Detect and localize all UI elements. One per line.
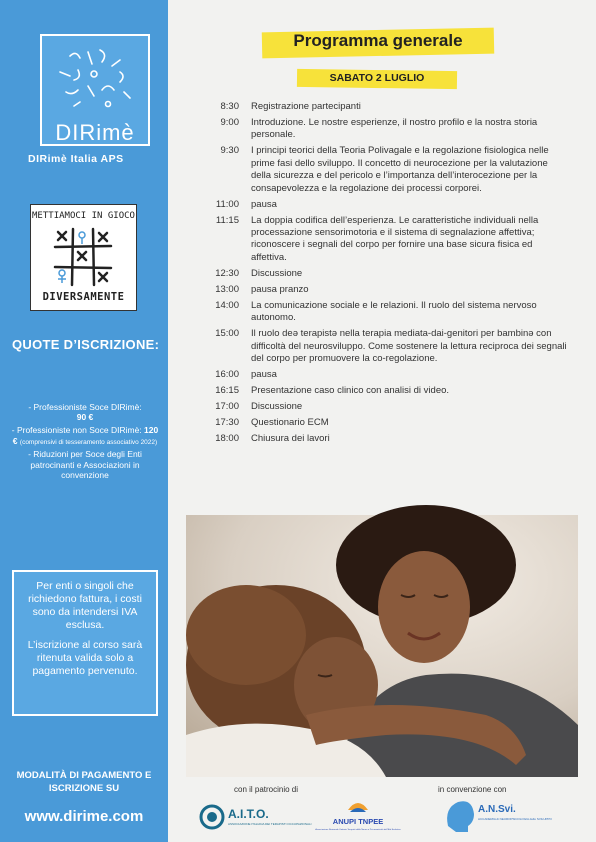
logo-name: DIRimè: [55, 120, 135, 145]
schedule-description: Chiusura dei lavori: [251, 433, 330, 445]
payment-validity-text: L’iscrizione al corso sarà ritenuta valida solo a pagamento pervenuto.: [27, 638, 143, 677]
schedule-row: [205, 433, 570, 445]
schedule-row: [205, 401, 570, 413]
schedule-time: 9:00: [220, 117, 239, 128]
ansvi-logo: [440, 796, 552, 834]
schedule-description: Questionario ECM: [251, 417, 329, 429]
quote-label: - Professioniste non Soce DIRimè:: [11, 425, 142, 436]
diversamente-title: DIVERSAMENTE: [42, 291, 125, 303]
dirime-logo: [40, 34, 150, 146]
mettiamoci-logo: [30, 204, 137, 311]
schedule-time: 17:00: [215, 401, 239, 413]
schedule-time: 8:30: [220, 101, 239, 112]
schedule-time: 11:15: [215, 214, 239, 226]
schedule-row: [205, 199, 570, 211]
schedule-time: 13:00: [215, 283, 239, 295]
schedule-row: [205, 268, 570, 280]
aito-name: A.I.T.O.: [228, 807, 269, 821]
quote-note: (comprensivi di tesseramento associativo 2022): [19, 438, 158, 446]
schedule-row: [205, 101, 570, 113]
schedule-time: 16:00: [215, 369, 239, 381]
website-link[interactable]: www.dirime.com: [24, 808, 144, 825]
schedule-description: Introduzione. Le nostre esperienze, il nostro profilo e la nostra storia personale.: [251, 117, 538, 141]
aito-subtitle: ASSOCIAZIONE ITALIANA DEI TERAPISTI OCCUPAZIONALI: [228, 822, 312, 826]
ansvi-subtitle: ACCADEMIA di NEUROPSICOLOGIA dello SVILUPPO: [478, 817, 552, 821]
doodle-icon: [48, 42, 144, 122]
schedule-description: Presentazione caso clinico con analisi di video.: [251, 385, 450, 397]
quote-title: QUOTE D’ISCRIZIONE:: [12, 337, 160, 352]
schedule-row: [205, 300, 570, 325]
schedule-row: [205, 117, 570, 142]
schedule-description: La comunicazione sociale e le relazioni. Il ruolo del sistema nervoso autonomo.: [251, 299, 537, 324]
schedule-row: [205, 145, 570, 195]
anupi-logo: [315, 796, 401, 834]
schedule-time: 14:00: [215, 299, 239, 311]
schedule-row: [205, 284, 570, 296]
schedule-description: I principi teorici della Teoria Polivagale e la regolazione fisiologica nelle prime fasi dello sviluppo. Il concetto di neurocezione per la valutazione della sicurezza e del pericolo e l’importanza dell’interocezione per la consapevolezza e la regolazione dei processi corporei.: [251, 145, 549, 194]
schedule-description: pausa: [251, 198, 277, 210]
quote-list: [10, 402, 160, 483]
schedule-time: 9:30: [220, 145, 239, 157]
schedule-row: [205, 369, 570, 381]
schedule-time: 11:00: [215, 198, 239, 210]
schedule-time: 16:15: [215, 385, 239, 397]
schedule-time: 12:30: [215, 267, 239, 279]
aito-logo: [198, 800, 312, 834]
invoice-text: Per enti o singoli che richiedono fattura, i costi sono da intendersi IVA esclusa.: [28, 580, 142, 632]
mettiamoci-title: METTIAMOCI IN GIOCO: [32, 211, 135, 221]
schedule-description: Discussione: [251, 267, 303, 279]
quote-item: [10, 402, 160, 422]
quote-price: 120 €: [12, 425, 159, 446]
page-title: Programma generale: [293, 31, 463, 50]
convention-label: in convenzione con: [438, 785, 507, 794]
schedule-list: [205, 101, 570, 449]
schedule-description: La doppia codifica dell’esperienza. Le caratteristiche individuali nella processazione sensorimotoria e il sistema di segnalazione affettiva; riconoscere i segnali del corpo per fornire una base sicura fisica ed affettiva.: [251, 214, 539, 263]
schedule-description: Discussione: [251, 401, 303, 413]
mother-child-photo: [186, 515, 578, 777]
quote-item: [10, 449, 160, 480]
logo-subtitle: DIRimè Italia APS: [28, 153, 124, 165]
patronage-label: con il patrocinio di: [234, 785, 299, 794]
schedule-row: [205, 215, 570, 265]
anupi-subtitle: Associazione Nazionale Unitaria Terapisti della Neuro e Psicomotricità dell’Età Evolutiva: [315, 829, 401, 831]
schedule-row: [205, 417, 570, 429]
quote-price: 90 €: [76, 412, 94, 423]
schedule-row: [205, 385, 570, 397]
quote-item: [10, 425, 160, 446]
tic-tac-toe-icon: [51, 225, 115, 289]
invoice-note: [12, 570, 158, 716]
ansvi-name: A.N.Svi.: [478, 804, 516, 815]
schedule-description: Registrazione partecipanti: [251, 101, 361, 112]
schedule-time: 17:30: [215, 417, 239, 429]
schedule-time: 18:00: [215, 433, 239, 445]
anupi-name: ANUPI TNPEE: [332, 817, 384, 826]
sidebar: [0, 0, 168, 842]
schedule-description: pausa: [251, 369, 277, 381]
event-date: SABATO 2 LUGLIO: [329, 72, 425, 84]
schedule-description: Il ruolo deə terapistə nella terapia mediata-dai-genitori per bambinə con difficoltà del neurosviluppo. Come sostenere la lettura reciproca dei segnali del corpo per promuovere la co-regolazione.: [251, 328, 567, 365]
payment-title: MODALITÀ DI PAGAMENTO E ISCRIZIONE SU: [16, 770, 152, 794]
schedule-time: 15:00: [215, 328, 239, 340]
quote-label: - Professioniste Soce DIRimè:: [28, 402, 142, 412]
schedule-description: pausa pranzo: [251, 283, 309, 295]
quote-label: - Riduzioni per Soce degli Enti patrocinanti e Associazioni in convenzione: [28, 449, 142, 480]
schedule-row: [205, 328, 570, 365]
